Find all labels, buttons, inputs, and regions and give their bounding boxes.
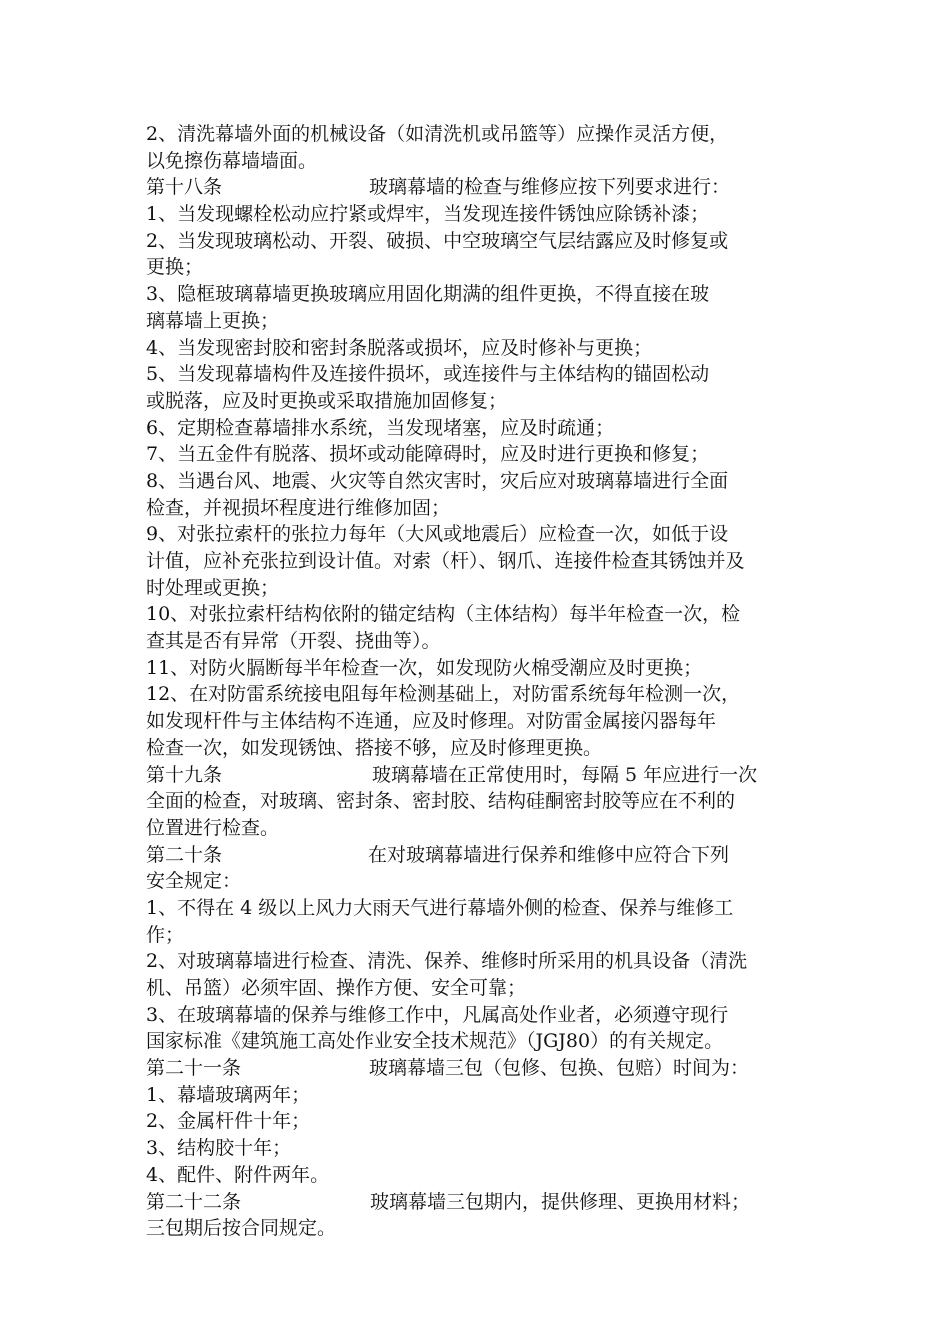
- article-22-heading: [146, 1189, 814, 1216]
- text-line: 检查一次，如发现锈蚀、搭接不够，应及时修理更换。: [146, 736, 603, 759]
- list-item: 3、在玻璃幕墙的保养与维修工作中，凡属高处作业者，必须遵守现行: [146, 1003, 729, 1026]
- article-number: 第二十二条: [146, 1190, 242, 1213]
- list-item: 8、当遇台风、地震、火灾等自然灾害时，灾后应对玻璃幕墙进行全面: [146, 469, 729, 492]
- article-text: 在对玻璃幕墙进行保养和维修中应符合下列: [368, 843, 730, 866]
- list-item: 1、幕墙玻璃两年；: [146, 1083, 311, 1106]
- text-line: 位置进行检查。: [146, 816, 280, 839]
- list-item: 5、当发现幕墙构件及连接件损坏，或连接件与主体结构的锚固松动: [146, 363, 710, 386]
- text-line: 作；: [146, 923, 185, 946]
- list-item: 1、不得在 4 级以上风力大雨天气进行幕墙外侧的检查、保养与维修工: [146, 896, 734, 919]
- article-text: 玻璃幕墙在正常使用时，每隔 5 年应进行一次: [372, 763, 758, 786]
- list-item: 7、当五金件有脱落、损坏或动能障碍时，应及时进行更换和修复；: [146, 443, 710, 466]
- text-line: 更换；: [146, 256, 204, 279]
- article-number: 第二十一条: [146, 1057, 242, 1080]
- text-line: 计值，应补充张拉到设计值。对索（杆）、钢爪、连接件检查其锈蚀并及: [146, 550, 745, 572]
- article-number: 第十八条: [146, 176, 223, 199]
- list-item: 2、对玻璃幕墙进行检查、清洗、保养、维修时所采用的机具设备（清洗: [146, 950, 748, 973]
- list-item: 2、当发现玻璃松动、开裂、破损、中空玻璃空气层结露应及时修复或: [146, 229, 729, 252]
- text-line: 安全规定：: [146, 870, 242, 893]
- article-text: 玻璃幕墙三包期内，提供修理、更换用材料；: [370, 1190, 751, 1213]
- list-item: 9、对张拉索杆的张拉力每年（大风或地震后）应检查一次，如低于设: [146, 523, 729, 546]
- list-item: 3、隐框玻璃幕墙更换玻璃应用固化期满的组件更换，不得直接在玻: [146, 283, 710, 306]
- list-item: 6、定期检查幕墙排水系统，当发现堵塞，应及时疏通；: [146, 416, 615, 439]
- text-line: 检查，并视损坏程度进行维修加固；: [146, 496, 451, 519]
- text-line: 国家标准《建筑施工高处作业安全技术规范》（JGJ80）的有关规定。: [146, 1030, 724, 1053]
- text-line: 2、清洗幕墙外面的机械设备（如清洗机或吊篮等）应操作灵活方便，: [146, 123, 729, 145]
- article-20-heading: [146, 842, 814, 869]
- text-line: 以免擦伤幕墙墙面。: [146, 149, 318, 172]
- article-21-heading: [146, 1055, 814, 1082]
- text-line: 三包期后按合同规定。: [146, 1217, 337, 1240]
- list-item: 2、金属杆件十年；: [146, 1110, 311, 1133]
- article-18-heading: [146, 174, 814, 201]
- text-line: 全面的检查，对玻璃、密封条、密封胶、结构硅酮密封胶等应在不利的: [146, 790, 736, 813]
- article-number: 第十九条: [146, 763, 223, 786]
- article-text: 玻璃幕墙三包（包修、包换、包赔）时间为：: [369, 1057, 750, 1080]
- text-line: 机、吊篮）必须牢固、操作方便、安全可靠；: [146, 977, 527, 999]
- article-text: 玻璃幕墙的检查与维修应按下列要求进行：: [369, 176, 731, 199]
- text-line: 查其是否有异常（开裂、挠曲等）。: [146, 630, 441, 653]
- list-item: 3、结构胶十年；: [146, 1137, 292, 1160]
- text-line: 或脱落，应及时更换或采取措施加固修复；: [146, 389, 508, 412]
- article-19-heading: [146, 762, 814, 789]
- text-line: 如发现杆件与主体结构不连通，应及时修理。对防雷金属接闪器每年: [146, 710, 717, 733]
- text-line: 璃幕墙上更换；: [146, 309, 280, 332]
- text-line: 时处理或更换；: [146, 576, 280, 599]
- list-item: 4、当发现密封胶和密封条脱落或损坏，应及时修补与更换；: [146, 336, 653, 359]
- list-item: 11、对防火膈断每半年检查一次，如发现防火棉受潮应及时更换；: [146, 656, 703, 679]
- list-item: 4、配件、附件两年。: [146, 1163, 330, 1186]
- article-number: 第二十条: [146, 843, 223, 866]
- list-item: 1、当发现螺栓松动应拧紧或焊牢，当发现连接件锈蚀应除锈补漆；: [146, 203, 710, 226]
- list-item: 10、对张拉索杆结构依附的锚定结构（主体结构）每半年检查一次，检: [146, 603, 741, 626]
- list-item: 12、在对防雷系统接电阻每年检测基础上，对防雷系统每年检测一次，: [146, 683, 741, 706]
- document-body: [146, 121, 814, 1242]
